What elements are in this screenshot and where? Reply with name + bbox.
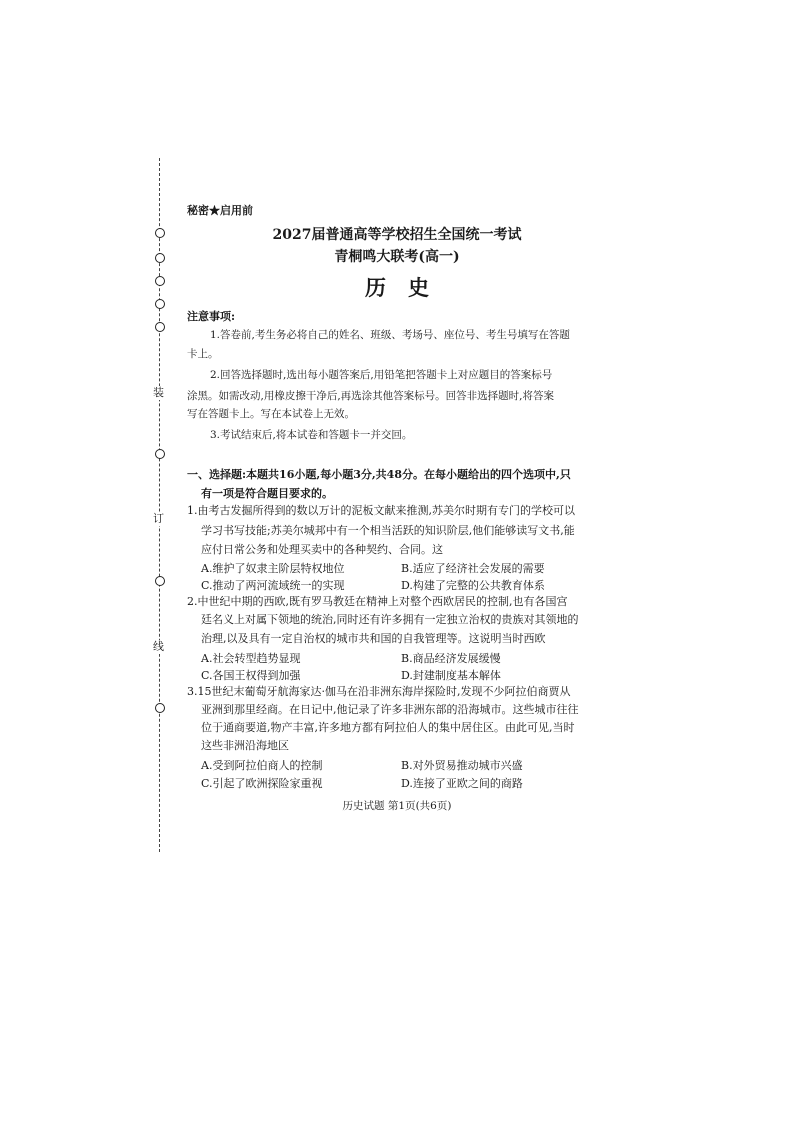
binding-hole — [155, 449, 165, 459]
question-1-text: 应付日常公务和处理买卖中的各种契约、合同。这 — [201, 543, 443, 556]
exam-subtitle: 青桐鸣大联考(高一) — [334, 249, 460, 265]
exam-title: 2027届普通高等学校招生全国统一考试 — [272, 227, 522, 243]
question-1-option-d: D.构建了完整的公共教育体系 — [401, 579, 545, 592]
question-3-text: 这些非洲沿海地区 — [201, 739, 289, 752]
page-footer: 历史试题 第1页(共6页) — [342, 800, 452, 812]
question-1-option-c: C.推动了两河流域统一的实现 — [201, 579, 345, 592]
question-3-option-d: D.连接了亚欧之间的商路 — [401, 777, 523, 790]
binding-label-ding: 订 — [153, 512, 164, 525]
question-2-option-b: B.商品经济发展缓慢 — [401, 652, 501, 665]
section-heading-cont: 有一项是符合题目要求的。 — [201, 487, 333, 500]
confidential-mark: 秘密★启用前 — [187, 204, 253, 217]
notes-line: 2.回答选择题时,选出每小题答案后,用铅笔把答题卡上对应题目的答案标号 — [210, 369, 553, 381]
question-3-text: 位于通商要道,物产丰富,许多地方都有阿拉伯人的集中居住区。由此可见,当时 — [201, 721, 575, 734]
section-heading: 一、选择题:本题共16小题,每小题3分,共48分。在每小题给出的四个选项中,只 — [187, 468, 571, 481]
question-3-option-b: B.对外贸易推动城市兴盛 — [401, 759, 523, 772]
question-1-option-b: B.适应了经济社会发展的需要 — [401, 562, 545, 575]
binding-hole — [155, 703, 165, 713]
question-1-text: 学习书写技能;苏美尔城邦中有一个相当活跃的知识阶层,他们能够读写文书,能 — [201, 524, 575, 537]
notes-line: 1.答卷前,考生务必将自己的姓名、班级、考场号、座位号、考生号填写在答题 — [210, 329, 570, 341]
binding-hole — [155, 576, 165, 586]
notes-line: 3.考试结束后,将本试卷和答题卡一并交回。 — [210, 429, 413, 441]
notes-heading: 注意事项: — [187, 310, 236, 323]
question-2-option-d: D.封建制度基本解体 — [401, 669, 501, 682]
question-2-text: 廷名义上对属下领地的统治,同时还有许多拥有一定独立治权的贵族对其领地的 — [201, 613, 579, 626]
question-2-option-c: C.各国王权得到加强 — [201, 669, 301, 682]
binding-hole — [155, 322, 165, 332]
question-1-option-a: A.维护了奴隶主阶层特权地位 — [201, 562, 345, 575]
question-3-option-a: A.受到阿拉伯商人的控制 — [201, 759, 323, 772]
question-3-text: 3.15世纪末葡萄牙航海家达·伽马在沿非洲东海岸探险时,发现不少阿拉伯商贾从 — [187, 685, 571, 698]
binding-label-zhuang: 装 — [153, 386, 164, 399]
notes-line: 涂黑。如需改动,用橡皮擦干净后,再选涂其他答案标号。回答非选择题时,将答案 — [187, 390, 555, 402]
question-3-option-c: C.引起了欧洲探险家重视 — [201, 777, 323, 790]
notes-line: 写在答题卡上。写在本试卷上无效。 — [187, 408, 355, 420]
question-2-option-a: A.社会转型趋势显现 — [201, 652, 301, 665]
question-3-text: 亚洲到那里经商。在日记中,他记录了许多非洲东部的沿海城市。这些城市往往 — [201, 703, 579, 716]
binding-label-xian: 线 — [153, 640, 164, 653]
notes-line: 卡上。 — [187, 348, 219, 360]
question-2-text: 2.中世纪中期的西欧,既有罗马教廷在精神上对整个西欧居民的控制,也有各国宫 — [187, 595, 568, 608]
question-2-text: 治理,以及具有一定自治权的城市共和国的自我管理等。这说明当时西欧 — [201, 632, 546, 645]
subject-title: 历史 — [365, 275, 451, 300]
question-1-text: 1.由考古发掘所得到的数以万计的泥板文献来推测,苏美尔时期有专门的学校可以 — [187, 504, 575, 517]
